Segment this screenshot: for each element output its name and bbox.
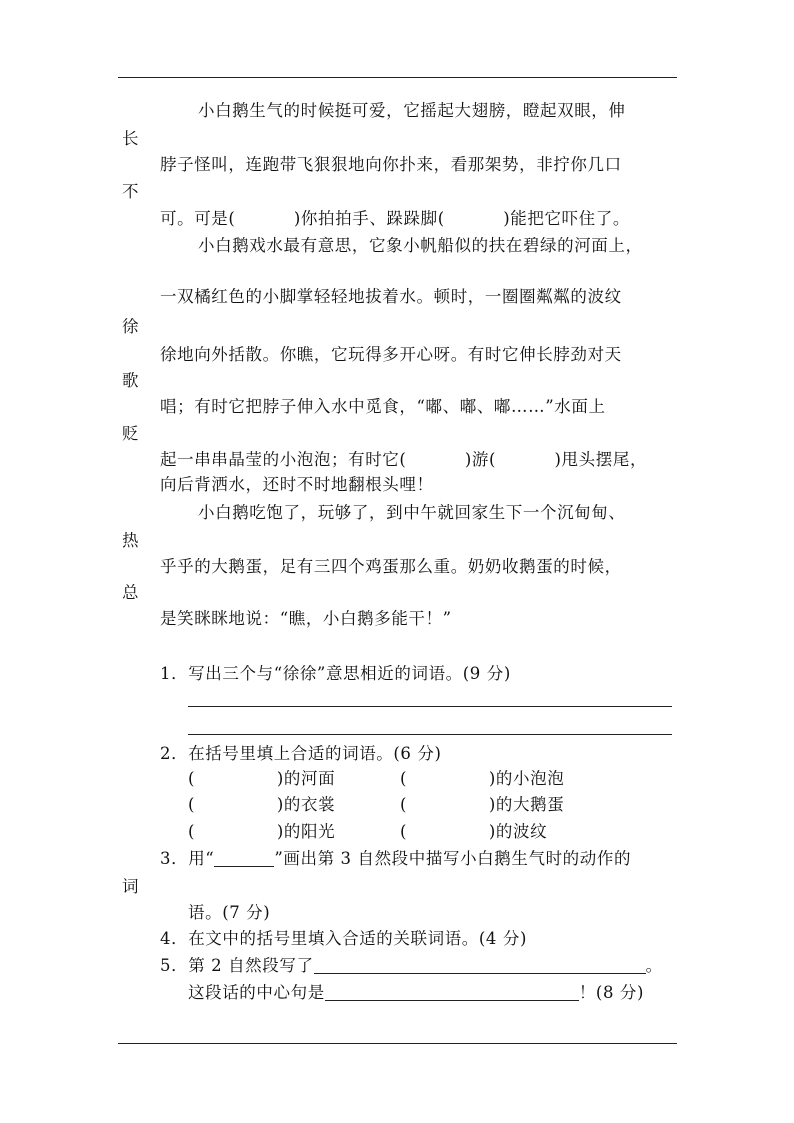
passage-line: 歌: [122, 371, 140, 390]
passage-line: 乎乎的大鹅蛋，足有三四个鸡蛋那么重。奶奶收鹅蛋的时候，: [160, 557, 622, 576]
fill-blank-left[interactable]: ( )的衣裳: [188, 795, 336, 814]
answer-blank-5b[interactable]: [325, 984, 579, 1001]
question-2: 2．在括号里填上合适的词语。(6 分): [160, 744, 442, 763]
passage-line: 可。可是( )你拍拍手、跺跺脚( )能把它吓住了。: [160, 209, 630, 228]
passage-line: 小白鹅生气的时候挺可爱，它摇起大翅膀，瞪起双眼，伸: [198, 101, 626, 120]
question-5b: [188, 982, 644, 1004]
passage-line: 长: [122, 129, 140, 148]
passage-line: 小白鹅戏水最有意思，它象小帆船似的扶在碧绿的河面上，: [198, 236, 643, 255]
fill-blank-right[interactable]: ( )的波纹: [400, 822, 548, 841]
passage-line: 徐地向外括散。你瞧，它玩得多开心呀。有时它伸长脖劲对天: [160, 345, 622, 364]
passage-line: 脖子怪叫，连跑带飞狠狠地向你扑来，看那架势，非拧你几口: [160, 155, 622, 174]
passage-line: 是笑眯眯地说：“瞧，小白鹅多能干！”: [160, 609, 452, 628]
passage-line: 总: [122, 583, 140, 602]
question-5-prefix: 5．第 2 自然段写了: [160, 956, 314, 975]
question-5b-prefix: 这段话的中心句是: [188, 983, 325, 1002]
question-4: 4．在文中的括号里填入合适的关联词语。(4 分): [160, 929, 528, 948]
fill-blank-left[interactable]: ( )的河面: [188, 769, 336, 788]
passage-line: 起一串串晶莹的小泡泡；有时它( )游( )甩头摆尾，: [160, 450, 648, 469]
passage-line: 一双橘红色的小脚掌轻轻地拔着水。顿时，一圈圈粼粼的波纹: [160, 287, 622, 306]
passage-line: 不: [122, 182, 140, 201]
passage-line: 小白鹅吃饱了，玩够了，到中午就回家生下一个沉甸甸、: [198, 503, 626, 522]
top-rule: [118, 77, 677, 78]
bottom-rule: [118, 1043, 677, 1044]
question-3-line-2: 语。(7 分): [188, 903, 271, 922]
question-5b-end: ！(8 分): [578, 983, 645, 1002]
answer-line-2[interactable]: [188, 734, 672, 735]
question-5-end: 。: [645, 956, 663, 975]
question-3-suffix: ”画出第 3 自然段中描写小白鹅生气时的动作的: [274, 849, 632, 868]
answer-blank-5a[interactable]: [314, 957, 646, 974]
passage-line: 唱；有时它把脖子伸入水中觅食，“嘟、嘟、嘟……”水面上: [160, 397, 606, 416]
answer-line-1[interactable]: [188, 706, 672, 707]
question-3: [160, 848, 631, 870]
passage-line: 向后背洒水，还时不时地翻根头哩！: [160, 475, 434, 494]
question-5: [160, 955, 663, 977]
passage-line: 徐: [122, 317, 140, 336]
passage-line: 贬: [122, 424, 140, 443]
passage-line: 热: [122, 531, 140, 550]
question-1: 1．写出三个与“徐徐”意思相近的词语。(9 分): [160, 664, 511, 683]
fill-blank-right[interactable]: ( )的大鹅蛋: [400, 795, 565, 814]
underline-sample: [214, 850, 274, 867]
fill-blank-right[interactable]: ( )的小泡泡: [400, 769, 565, 788]
fill-blank-left[interactable]: ( )的阳光: [188, 822, 336, 841]
question-3-prefix: 3．用“: [160, 849, 215, 868]
question-3-wrap: 词: [122, 877, 140, 896]
